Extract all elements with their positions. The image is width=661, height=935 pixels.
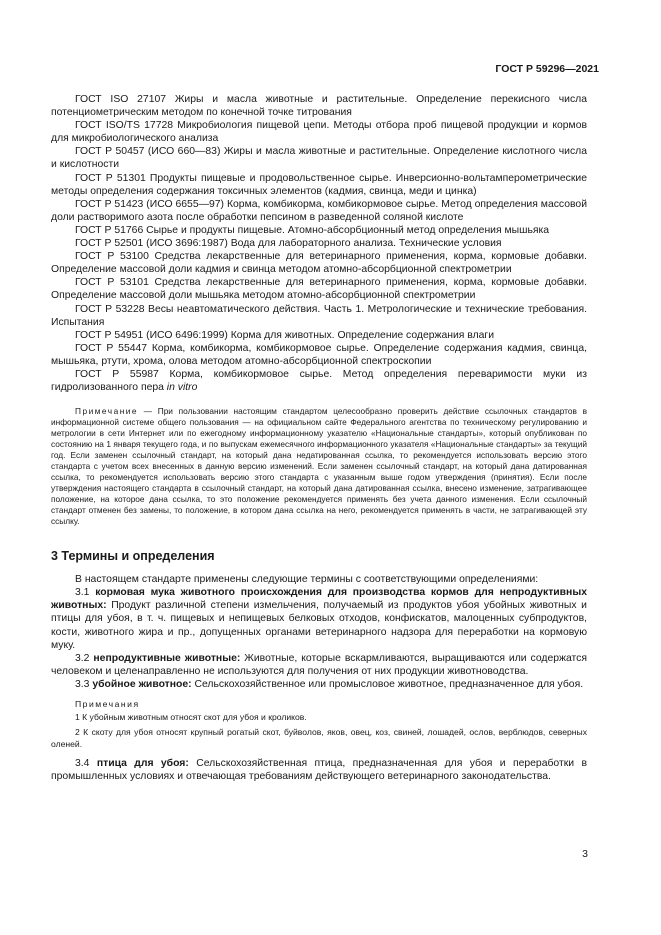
reference-item: ГОСТ ISO/TS 17728 Микробиология пищевой цепи. Методы отбора проб пищевой продукции и кормов для микробиологического анализа bbox=[51, 120, 587, 145]
reference-item: ГОСТ Р 55447 Корма, комбикорма, комбикормовое сырье. Определение содержания кадмия, свинца, мышьяка, ртути, хрома, олова методом атомно-абсорбционной спектроскопии bbox=[51, 342, 587, 367]
term-definition: Животные, которые вскармливаются, выращиваются или содержатся человеком и целенаправленно не используются для получения от них продукции животноводства. bbox=[51, 652, 587, 677]
page-content bbox=[51, 93, 587, 783]
reference-text: ГОСТ Р 55987 Корма, комбикормовое сырье. Метод определения переваримости муки из гидролизованного пера bbox=[51, 368, 587, 394]
note-item: 1 К убойным животным относят скот для убоя и кроликов. bbox=[75, 712, 307, 722]
reference-italic: in vitro bbox=[166, 382, 198, 394]
reference-item: ГОСТ Р 53100 Средства лекарственные для ветеринарного применения, корма, кормовые добавки. Определение массовой доли кадмия и свинца методом атомно-абсорбционной спектрометрии bbox=[51, 251, 587, 276]
reference-item-last bbox=[51, 368, 587, 394]
note-label: Примечание bbox=[75, 406, 139, 417]
term-name: кормовая мука животного происхождения для производства кормов для непродуктивных животных: bbox=[51, 587, 587, 612]
term-3-3 bbox=[51, 678, 587, 691]
term-definition: Продукт различной степени измельчения, получаемый из продуктов убоя убойных животных и птицы для убоя, в т. ч. пищевых и непищевых белковых отходов, конфискатов, малоценных субпродуктов, кости, животного жира и пр., допущенных органами ветеринарного надзора для переработки на кормовую муку. bbox=[51, 600, 587, 651]
section-intro: В настоящем стандарте применены следующие термины с соответствующими определениями: bbox=[75, 574, 539, 586]
term-3-4 bbox=[51, 757, 587, 783]
term-number: 3.1 bbox=[75, 587, 96, 599]
term-3-2 bbox=[51, 652, 587, 678]
standard-header: ГОСТ Р 59296—2021 bbox=[495, 63, 599, 75]
section-heading: 3 Термины и определения bbox=[51, 549, 215, 564]
reference-item: ГОСТ Р 53228 Весы неавтоматического действия. Часть 1. Метрологические и технические требования. Испытания bbox=[51, 303, 587, 328]
reference-item: ГОСТ Р 53101 Средства лекарственные для ветеринарного применения, корма, кормовые добавки. Определение массовой доли мышьяка методом атомно-абсорбционной спектрометрии bbox=[51, 277, 587, 302]
term-definition: Сельскохозяйственное или промысловое животное, предназначенное для убоя. bbox=[191, 678, 584, 690]
note-text: — При пользовании настоящим стандартом целесообразно проверить действие ссылочных стандартов в информационной системе общего пользования — на официальном сайте Федерального агентства по техническому регулированию и метрологии в сети Интернет или по ежегодному информационному указателю «Национальные стандарты», который опубликован по состоянию на 1 января текущего года, и по выпускам ежемесячного информационного указателя «Национальные стандарты» за текущий год. Если заменен ссылочный стандарт, на который дана недатированная ссылка, то рекомендуется использовать версию этого стандарта с учетом всех внесенных в данную версию изменений. Если заменен ссылочный стандарт, на который дана датированная ссылка, то рекомендуется использовать версию этого стандарта с указанным выше годом утверждения (принятия). Если после утверждения настоящего стандарта в ссылочный стандарт, на который дана датированная ссылка, внесено изменение, затрагивающее положение, на которое дана ссылка, то это положение рекомендуется применять без учета данного изменения. Если ссылочный стандарт отменен без замены, то положение, в котором дана ссылка на него, рекомендуется применять в части, не затрагивающей эту ссылку. bbox=[51, 406, 587, 527]
reference-item: ГОСТ Р 51766 Сырье и продукты пищевые. Атомно-абсорбционный метод определения мышьяка bbox=[75, 224, 550, 236]
reference-item: ГОСТ Р 54951 (ИСО 6496:1999) Корма для животных. Определение содержания влаги bbox=[75, 329, 495, 341]
term-number: 3.3 bbox=[75, 678, 93, 690]
page-number: 3 bbox=[582, 848, 588, 860]
reference-item: ГОСТ Р 50457 (ИСО 660—83) Жиры и масла животные и растительные. Определение кислотного числа и кислотности bbox=[51, 146, 587, 171]
term-3-1 bbox=[51, 586, 587, 651]
reference-item: ГОСТ ISO 27107 Жиры и масла животные и растительные. Определение перекисного числа потенциометрическим методом по конечной точке титрования bbox=[51, 94, 587, 119]
term-definition: Сельскохозяйственная птица, предназначенная для убоя и переработки в промышленных условиях и отвечающая требованиям действующего ветеринарного законодательства. bbox=[51, 757, 587, 782]
term-name: убойное животное: bbox=[92, 678, 192, 690]
reference-item: ГОСТ Р 51301 Продукты пищевые и продовольственное сырье. Инверсионно-вольтамперометрические методы определения содержания токсичных элементов (кадмия, свинца, меди и цинка) bbox=[51, 172, 587, 197]
reference-item: ГОСТ Р 51423 (ИСО 6655—97) Корма, комбикорма, комбикормовое сырье. Метод определения массовой доли растворимого азота после обработки пепсином в разведенной соляной кислоте bbox=[51, 198, 587, 223]
reference-item: ГОСТ Р 52501 (ИСО 3696:1987) Вода для лабораторного анализа. Технические условия bbox=[75, 238, 502, 250]
term-number: 3.4 bbox=[75, 757, 97, 769]
notes-label: Примечания bbox=[75, 699, 140, 709]
term-name: непродуктивные животные: bbox=[93, 652, 241, 664]
references-note bbox=[51, 406, 587, 527]
note-item: 2 К скоту для убоя относят крупный рогатый скот, буйволов, яков, овец, коз, свиней, лошадей, ослов, верблюдов, северных оленей. bbox=[51, 727, 587, 749]
term-number: 3.2 bbox=[75, 652, 94, 664]
term-name: птица для убоя: bbox=[96, 757, 189, 769]
